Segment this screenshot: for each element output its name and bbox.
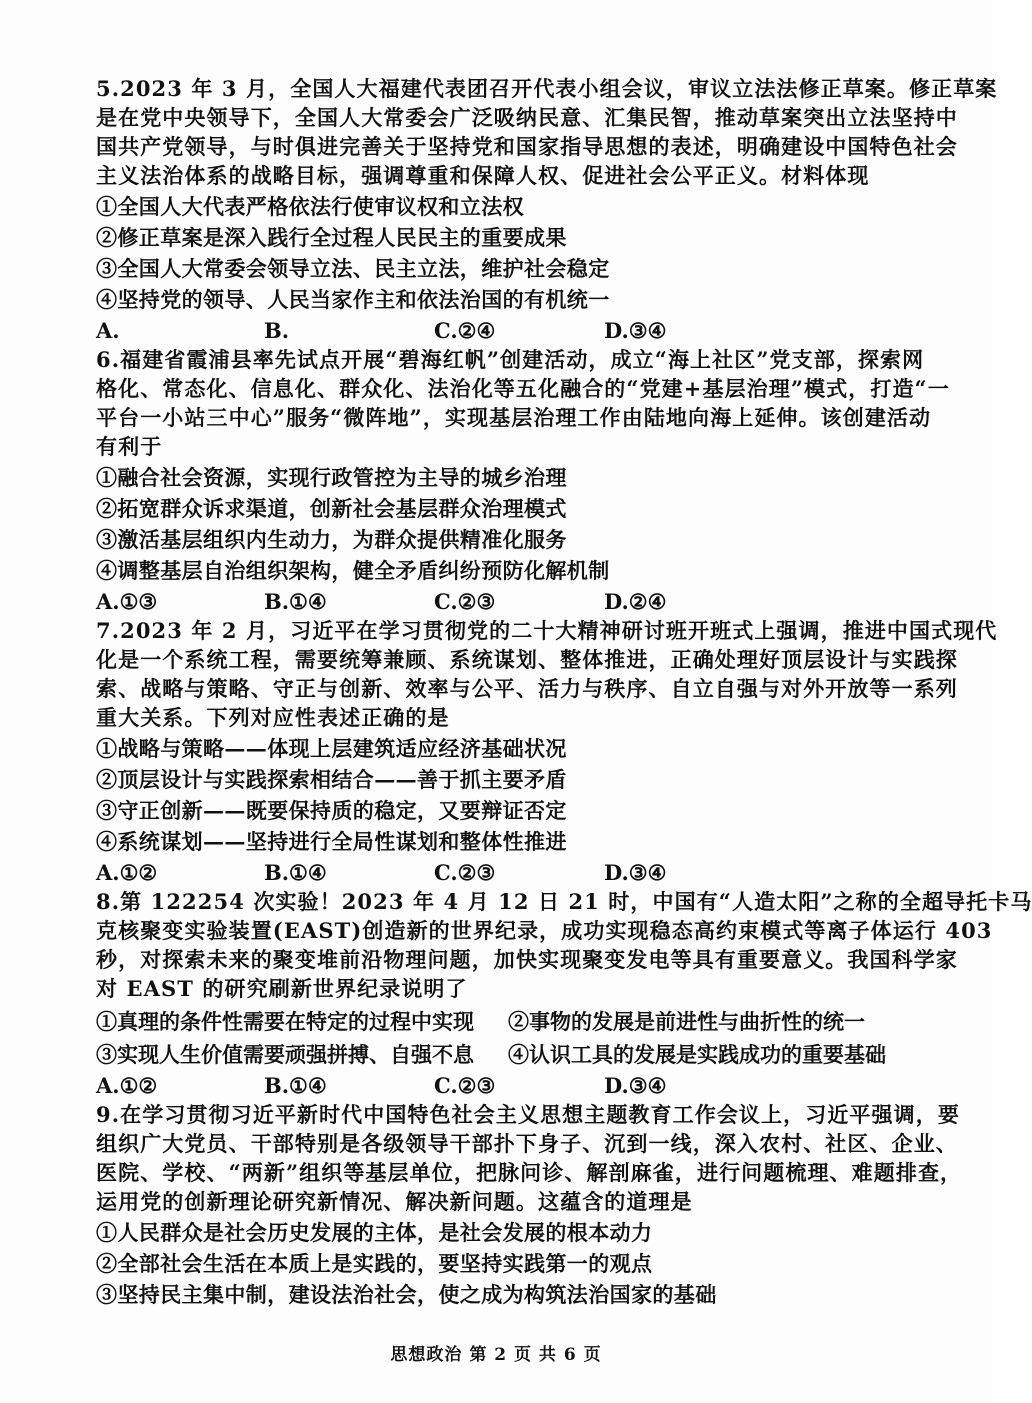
q5-stem-line: 是在党中央领导下，全国人大常委会广泛吸纳民意、汇集民智，推动草案突出立法坚持中	[96, 105, 958, 130]
q8-option: ②事物的发展是前进性与曲折性的统一	[508, 1009, 865, 1034]
choice-a: A.①②	[96, 860, 158, 885]
choice-d: D.③④	[604, 318, 667, 343]
q6-stem-line: 格化、常态化、信息化、群众化、法治化等五化融合的“党建+基层治理”模式，打造“一	[96, 376, 950, 401]
q9-option: ③坚持民主集中制，建设法治社会，使之成为构筑法治国家的基础	[96, 1282, 717, 1307]
question-6	[96, 345, 950, 461]
choice-b: B.①④	[264, 860, 327, 885]
choice-d: D.③④	[604, 860, 667, 885]
q7-stem-line: 索、战略与策略、守正与创新、效率与公平、活力与秩序、自立自强与对外开放等一系列	[96, 676, 958, 701]
choice-c: C.②③	[434, 860, 496, 885]
page-footer: 思想政治 第 2 页 共 6 页	[390, 1345, 602, 1365]
q8-option: ③实现人生价值需要顽强拼搏、自强不息	[96, 1042, 474, 1067]
q7-stem-line: 化是一个系统工程，需要统筹兼顾、系统谋划、整体推进，正确处理好顶层设计与实践探	[96, 647, 958, 672]
q7-choices	[96, 858, 936, 887]
choice-a: A.①③	[96, 589, 158, 614]
choice-a: A.①②	[96, 1073, 158, 1098]
q6-option: ①融合社会资源，实现行政管控为主导的城乡治理	[96, 465, 567, 490]
choice-d: D.②④	[604, 589, 667, 614]
q6-choices	[96, 587, 936, 616]
q6-stem-line: 有利于	[96, 434, 163, 459]
q9-stem-line: 9.在学习贯彻习近平新时代中国特色社会主义思想主题教育工作会议上，习近平强调，要	[96, 1102, 960, 1127]
q8-option: ④认识工具的发展是实践成功的重要基础	[508, 1042, 886, 1067]
q5-stem-line: 国共产党领导，与时俱进完善关于坚持党和国家指导思想的表述，明确建设中国特色社会	[96, 134, 958, 159]
q8-stem-line: 克核聚变实验装置(EAST)创造新的世界纪录，成功实现稳态高约束模式等离子体运行 403	[96, 918, 993, 943]
question-9	[96, 1100, 963, 1216]
q9-stem-line: 医院、学校、“两新”组织等基层单位，把脉问诊、解剖麻雀，进行问题梳理、难题排查，	[96, 1160, 963, 1185]
q6-option: ③激活基层组织内生动力，为群众提供精准化服务	[96, 527, 567, 552]
q6-option: ②拓宽群众诉求渠道，创新社会基层群众治理模式	[96, 496, 567, 521]
q5-stem-line: 5.2023 年 3 月，全国人大福建代表团召开代表小组会议，审议立法法修正草案。修正草案	[96, 76, 998, 101]
q6-option: ④调整基层自治组织架构，健全矛盾纠纷预防化解机制	[96, 558, 610, 583]
choice-c: C.②③	[434, 1073, 496, 1098]
q8-option-row	[96, 1040, 936, 1069]
q8-stem-line: 对 EAST 的研究刷新世界纪录说明了	[96, 976, 468, 1001]
choice-c: C.②③	[434, 589, 496, 614]
q5-option: ③全国人大常委会领导立法、民主立法，维护社会稳定	[96, 256, 610, 281]
q6-stem-line: 平台一小站三中心”服务“微阵地”，实现基层治理工作由陆地向海上延伸。该创建活动	[96, 405, 932, 430]
choice-b: B.	[264, 318, 290, 343]
q7-option: ②顶层设计与实践探索相结合——善于抓主要矛盾	[96, 767, 567, 792]
question-5	[96, 74, 998, 190]
page-content	[96, 74, 1032, 1309]
q5-choices	[96, 316, 936, 345]
q9-stem-line: 组织广大党员、干部特别是各级领导干部扑下身子、沉到一线，深入农村、社区、企业、	[96, 1131, 958, 1156]
q9-stem-line: 运用党的创新理论研究新情况、解决新问题。这蕴含的道理是	[96, 1189, 693, 1214]
q7-stem-line: 重大关系。下列对应性表述正确的是	[96, 705, 450, 730]
question-7	[96, 616, 998, 732]
choice-d: D.③④	[604, 1073, 667, 1098]
q6-stem-line: 6.福建省霞浦县率先试点开展“碧海红帆”创建活动，成立“海上社区”党支部，探索网	[96, 347, 925, 372]
choice-b: B.①④	[264, 589, 327, 614]
choice-b: B.①④	[264, 1073, 327, 1098]
q8-option: ①真理的条件性需要在特定的过程中实现	[96, 1009, 474, 1034]
q7-option: ①战略与策略——体现上层建筑适应经济基础状况	[96, 736, 567, 761]
q8-choices	[96, 1071, 936, 1100]
q7-option: ③守正创新——既要保持质的稳定，又要辩证否定	[96, 798, 567, 823]
q5-stem-line: 主义法治体系的战略目标，强调尊重和保障人权、促进社会公平正义。材料体现	[96, 163, 870, 188]
q5-option: ④坚持党的领导、人民当家作主和依法治国的有机统一	[96, 287, 610, 312]
q8-option-row	[96, 1007, 936, 1036]
q7-option: ④系统谋划——坚持进行全局性谋划和整体性推进	[96, 829, 567, 854]
q5-option: ②修正草案是深入践行全过程人民民主的重要成果	[96, 225, 567, 250]
choice-c: C.②④	[434, 318, 496, 343]
q8-stem-line: 秒，对探索未来的聚变堆前沿物理问题，加快实现聚变发电等具有重要意义。我国科学家	[96, 947, 958, 972]
question-8	[96, 887, 1032, 1003]
choice-a: A.	[96, 318, 120, 343]
q5-option: ①全国人大代表严格依法行使审议权和立法权	[96, 194, 524, 219]
q9-option: ①人民群众是社会历史发展的主体，是社会发展的根本动力	[96, 1220, 653, 1245]
q7-stem-line: 7.2023 年 2 月，习近平在学习贯彻党的二十大精神研讨班开班式上强调，推进中国式现代	[96, 618, 998, 643]
q9-option: ②全部社会生活在本质上是实践的，要坚持实践第一的观点	[96, 1251, 653, 1276]
q8-stem-line: 8.第 122254 次实验！2023 年 4 月 12 日 21 时，中国有“人造太阳”之称的全超导托卡马	[96, 889, 1032, 914]
